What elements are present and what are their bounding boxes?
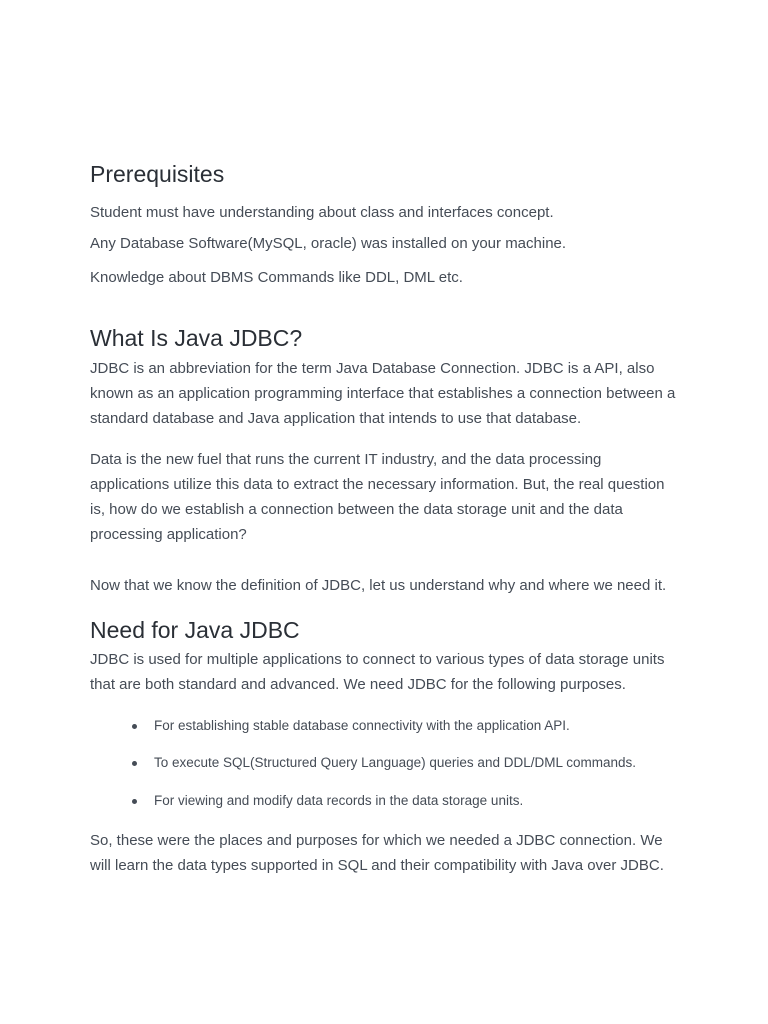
bullet-icon: [132, 724, 137, 729]
prerequisite-item: Any Database Software(MySQL, oracle) was installed on your machine.: [90, 235, 567, 252]
what-is-jdbc-heading: What Is Java JDBC?: [90, 325, 303, 351]
purpose-list-item: [90, 717, 744, 735]
purpose-text: To execute SQL(Structured Query Language) queries and DDL/DML commands.: [154, 755, 636, 770]
need-for-jdbc-conclusion: So, these were the places and purposes for which we needed a JDBC connection. We will learn the data types supported in SQL and their compatibility with Java over JDBC.: [90, 832, 664, 874]
bullet-icon: [132, 761, 137, 766]
purpose-list-item: [90, 754, 744, 772]
need-for-jdbc-intro: JDBC is used for multiple applications to connect to various types of data storage units that are both standard and advanced. We need JDBC for the following purposes.: [90, 651, 665, 693]
purpose-text: For establishing stable database connectivity with the application API.: [154, 718, 570, 733]
what-is-jdbc-paragraph: Now that we know the definition of JDBC, let us understand why and where we need it.: [90, 577, 667, 594]
purpose-text: For viewing and modify data records in the data storage units.: [154, 793, 524, 808]
prerequisite-item: Knowledge about DBMS Commands like DDL, DML etc.: [90, 269, 463, 286]
bullet-icon: [132, 799, 137, 804]
what-is-jdbc-paragraph: JDBC is an abbreviation for the term Java Database Connection. JDBC is a API, also known as an application programming interface that establishes a connection between a standard database and Java application that intends to use that database.: [90, 360, 676, 427]
what-is-jdbc-paragraph: Data is the new fuel that runs the current IT industry, and the data processing applications utilize this data to extract the necessary information. But, the real question is, how do we establish a connection between the data storage unit and the data processing application?: [90, 451, 665, 543]
prerequisite-item: Student must have understanding about class and interfaces concept.: [90, 204, 554, 221]
need-for-jdbc-heading: Need for Java JDBC: [90, 617, 300, 643]
prerequisites-heading: Prerequisites: [90, 161, 225, 187]
purpose-list-item: [90, 792, 744, 810]
